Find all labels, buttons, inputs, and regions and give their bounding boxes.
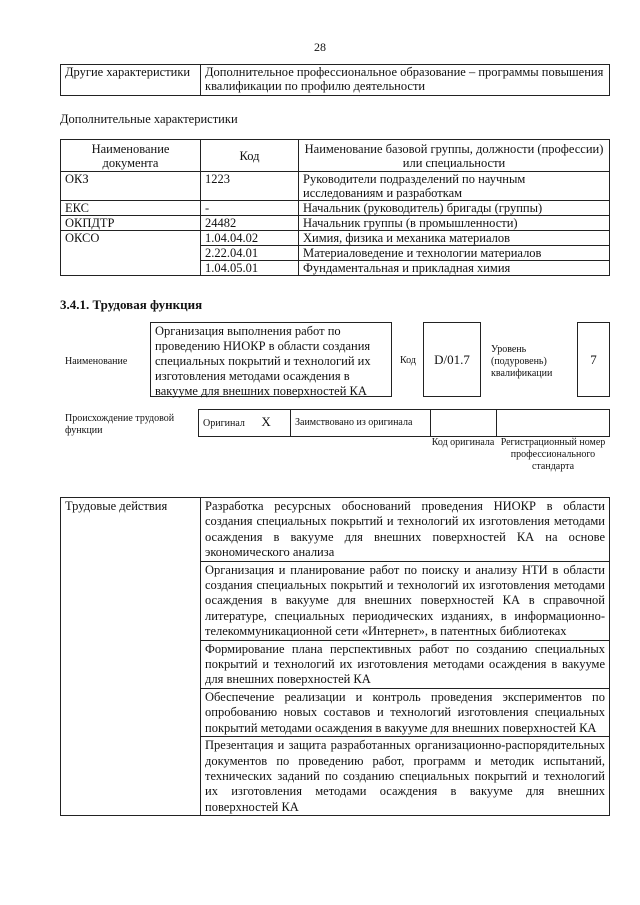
row-code: 1.04.04.02 (201, 231, 299, 246)
reg-number-cell (497, 410, 610, 437)
section-title: 3.4.1. Трудовая функция (60, 297, 203, 312)
table-row (61, 246, 610, 261)
code-original-label: Код оригинала (431, 437, 495, 448)
labor-action-item: Организация и планирование работ по поиску и анализу НТИ в области создания специальных покрытий и технологий их изготовления методами осаждения в вакууме для внешних поверхностей КА в справочной литературе, специальных периодических изданиях, в информационно-телекоммуникационной сети «Интернет», в патентных библиотеках (201, 561, 610, 640)
row-name: Руководители подразделений по научным исследованиям и разработкам (299, 172, 610, 201)
function-name-box: Организация выполнения работ по проведению НИОКР в области создания специальных покрытий и технологий их изготовления методами осаждения в вакууме для внешних поверхностей КА (150, 322, 392, 397)
level-value-box: 7 (577, 322, 610, 397)
row-code: 2.22.04.01 (201, 246, 299, 261)
labor-actions-table (60, 497, 610, 816)
reg-number-label: Регистрационный номер профессионального стандарта (500, 437, 606, 472)
row-name: Материаловедение и технологии материалов (299, 246, 610, 261)
code-label: Код (400, 355, 416, 366)
row-name: Химия, физика и механика материалов (299, 231, 610, 246)
original-label: Оригинал (203, 418, 245, 429)
row-code: 1223 (201, 172, 299, 201)
origin-table (198, 409, 610, 437)
labor-actions-label: Трудовые действия (61, 498, 201, 816)
row-doc: ОКСО (61, 231, 201, 246)
row-name: Фундаментальная и прикладная химия (299, 261, 610, 276)
table-row (61, 231, 610, 246)
table-row (61, 201, 610, 216)
row-doc (61, 246, 201, 261)
row-name: Начальник группы (в промышленности) (299, 216, 610, 231)
table-row (61, 261, 610, 276)
row-name: Начальник (руководитель) бригады (группы) (299, 201, 610, 216)
origin-label: Происхождение трудовой функции (65, 413, 175, 436)
other-characteristics-label: Другие характеристики (61, 65, 201, 96)
labor-action-item: Презентация и защита разработанных организационно-распорядительных документов по проведению работ, программ и методик испытаний, технических заданий по созданию специальных покрытий и технологий их изготовления методами осаждения в вакууме для внешних поверхностей КА (201, 737, 610, 816)
row-doc: ОКПДТР (61, 216, 201, 231)
borrowed-label: Заимствовано из оригинала (291, 410, 431, 437)
row-doc: ОКЗ (61, 172, 201, 201)
header-document: Наименование документа (61, 140, 201, 172)
function-code-box: D/01.7 (423, 322, 481, 397)
table-row (61, 216, 610, 231)
additional-characteristics-title: Дополнительные характеристики (60, 112, 238, 126)
table-row (61, 172, 610, 201)
header-name: Наименование базовой группы, должности (профессии) или специальности (299, 140, 610, 172)
other-characteristics-value: Дополнительное профессиональное образование – программы повышения квалификации по профилю деятельности (201, 65, 610, 96)
name-label: Наименование (65, 356, 128, 367)
header-code: Код (201, 140, 299, 172)
labor-action-item: Формирование плана перспективных работ по созданию специальных покрытий и технологий их изготовления методами осаждения в вакууме для внешних поверхностей КА (201, 640, 610, 688)
row-code: - (201, 201, 299, 216)
row-doc: ЕКС (61, 201, 201, 216)
page-number: 28 (314, 40, 326, 54)
row-code: 1.04.05.01 (201, 261, 299, 276)
original-mark: X (261, 414, 271, 429)
row-code: 24482 (201, 216, 299, 231)
additional-characteristics-table (60, 139, 610, 276)
original-cell (199, 410, 291, 437)
other-characteristics-table (60, 64, 610, 96)
level-label: Уровень (подуровень) квалификации (491, 344, 553, 379)
labor-action-item: Разработка ресурсных обоснований проведения НИОКР в области создания специальных покрытий и технологий их изготовления методами осаждения в вакууме для внешних поверхностей КА на основе экономического анализа (201, 498, 610, 562)
labor-action-item: Обеспечение реализации и контроль проведения экспериментов по опробованию новых составов и технологий изготовления специальных покрытий методами осаждения в вакууме для внешних поверхностей КА (201, 688, 610, 736)
row-doc (61, 261, 201, 276)
code-original-cell (431, 410, 497, 437)
